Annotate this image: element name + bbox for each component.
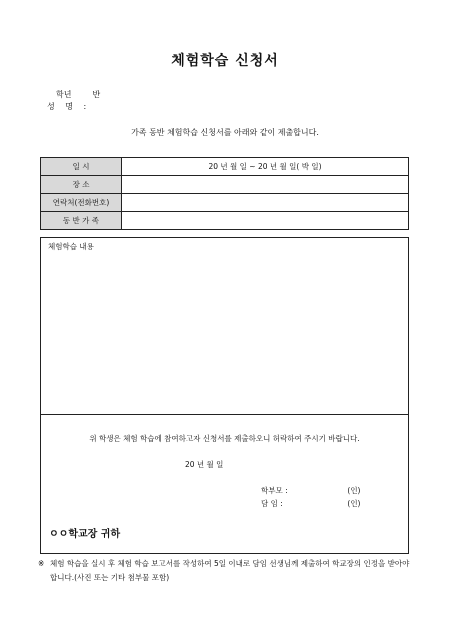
content-divider bbox=[41, 414, 408, 415]
place-value[interactable] bbox=[122, 176, 409, 194]
grade-class-line bbox=[56, 89, 100, 100]
footnote-mark: ※ bbox=[38, 559, 45, 568]
table-row bbox=[41, 176, 409, 194]
document-title: 체험학습 신청서 bbox=[171, 53, 279, 69]
place-label: 장 소 bbox=[41, 176, 122, 194]
footnote-text: 체험 학습을 실시 후 체험 학습 보고서를 작성하여 5일 이내로 담임 선생님께 제출하여 학교장의 인정을 받아야 합니다.(사진 또는 기타 첨부물 포함) bbox=[50, 559, 410, 582]
class-label: 반 bbox=[92, 90, 101, 99]
period-label: 일 시 bbox=[41, 158, 122, 176]
application-info-table bbox=[40, 157, 409, 230]
teacher-label: 담 임 : bbox=[261, 499, 283, 508]
content-box bbox=[40, 237, 409, 554]
grade-label: 학년 bbox=[56, 90, 72, 99]
companion-label: 동 반 가 족 bbox=[41, 212, 122, 230]
parent-seal: (인) bbox=[347, 486, 361, 495]
name-line bbox=[47, 101, 90, 112]
table-row bbox=[41, 158, 409, 176]
parent-signature-line bbox=[261, 485, 361, 496]
teacher-signature-line bbox=[261, 498, 361, 509]
pledge-text: 위 학생은 체험 학습에 참여하고자 신청서를 제출하오니 허락하여 주시기 바랍니다. bbox=[89, 434, 360, 443]
companion-value[interactable] bbox=[122, 212, 409, 230]
name-label: 성 명 : bbox=[47, 102, 91, 111]
parent-label: 학부모 : bbox=[261, 486, 288, 495]
teacher-seal: (인) bbox=[347, 499, 361, 508]
intro-text: 가족 동반 체험학습 신청서를 아래와 같이 제출합니다. bbox=[131, 128, 319, 137]
table-row bbox=[41, 194, 409, 212]
period-value[interactable]: 20 년 월 일 ~ 20 년 월 일( 박 일) bbox=[122, 158, 409, 176]
date-line: 20 년 월 일 bbox=[185, 460, 224, 469]
contact-label: 연락처(전화번호) bbox=[41, 194, 122, 212]
footnote bbox=[38, 557, 413, 585]
table-row bbox=[41, 212, 409, 230]
content-label: 체험학습 내용 bbox=[48, 242, 94, 251]
principal-addressee: ㅇㅇ학교장 귀하 bbox=[49, 529, 121, 540]
contact-value[interactable] bbox=[122, 194, 409, 212]
